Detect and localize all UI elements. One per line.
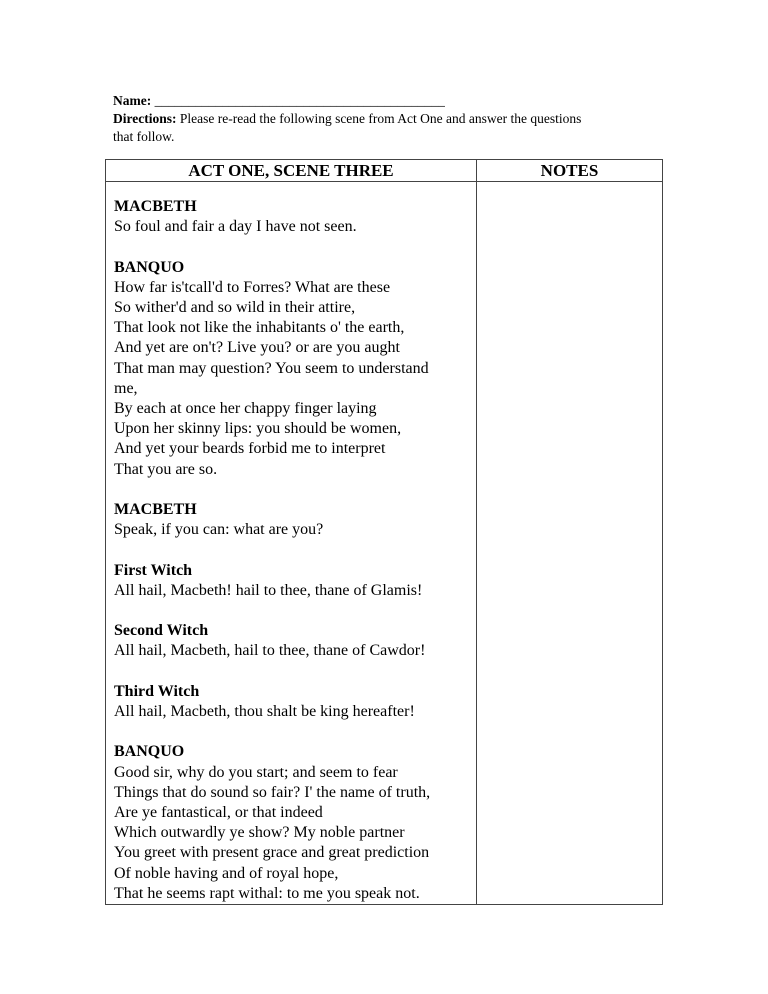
dialogue-line: That look not like the inhabitants o' the earth, [114,319,405,337]
scene-table [105,159,663,905]
speech-block [114,682,476,722]
worksheet-header [113,92,653,146]
speech-block [114,621,476,661]
speech-block [114,197,476,237]
speaker-name: MACBETH [114,198,197,215]
dialogue-line: You greet with present grace and great prediction [114,844,430,862]
dialogue-line: All hail, Macbeth, hail to thee, thane of Cawdor! [114,642,426,660]
dialogue-line: Are ye fantastical, or that indeed [114,804,323,821]
speech-block [114,561,476,601]
notes-column-header: NOTES [477,160,663,182]
dialogue-line: me, [114,379,138,397]
speech-block [114,258,476,480]
dialogue-line: Which outwardly ye show? My noble partner [114,824,405,842]
name-blank[interactable]: ___________________________________________ [154,93,445,108]
scene-script [106,182,476,904]
dialogue-line: Of noble having and of royal hope, [114,864,339,882]
speech-block [114,500,476,540]
dialogue-line: So wither'd and so wild in their attire, [114,299,356,316]
directions-label: Directions: [113,111,177,126]
dialogue-line: Upon her skinny lips: you should be women, [114,420,402,438]
speaker-name: MACBETH [114,501,197,519]
speaker-name: Third Witch [114,682,200,700]
dialogue-line: By each at once her chappy finger laying [114,400,377,418]
directions [113,110,653,146]
dialogue-line: All hail, Macbeth, thou shalt be king hereafter! [114,703,415,720]
notes-cell[interactable] [477,182,663,905]
name-line [113,92,653,110]
speaker-name: BANQUO [114,743,185,761]
dialogue-line: And yet are on't? Live you? or are you aught [114,339,400,357]
dialogue-line: That you are so. [114,460,218,478]
dialogue-line: Things that do sound so fair? I' the name of truth, [114,783,431,801]
dialogue-line: That he seems rapt withal: to me you speak not. [114,884,420,902]
speaker-name: Second Witch [114,622,209,640]
scene-column-header: ACT ONE, SCENE THREE [106,160,477,182]
directions-text-cont: that follow. [113,129,175,144]
dialogue-line: So foul and fair a day I have not seen. [114,218,357,236]
dialogue-line: Speak, if you can: what are you? [114,521,324,539]
name-label: Name: [113,93,152,108]
dialogue-line: How far is'tcall'd to Forres? What are these [114,278,391,296]
scene-text-cell [106,182,477,905]
dialogue-line: All hail, Macbeth! hail to thee, thane of Glamis! [114,581,423,599]
speech-block [114,742,476,904]
speaker-name: BANQUO [114,258,185,276]
dialogue-line: That man may question? You seem to understand [114,359,429,377]
directions-text: Please re-read the following scene from Act One and answer the questions [179,111,582,126]
dialogue-line: Good sir, why do you start; and seem to fear [114,763,398,781]
dialogue-line: And yet your beards forbid me to interpret [114,440,386,458]
speaker-name: First Witch [114,561,193,579]
